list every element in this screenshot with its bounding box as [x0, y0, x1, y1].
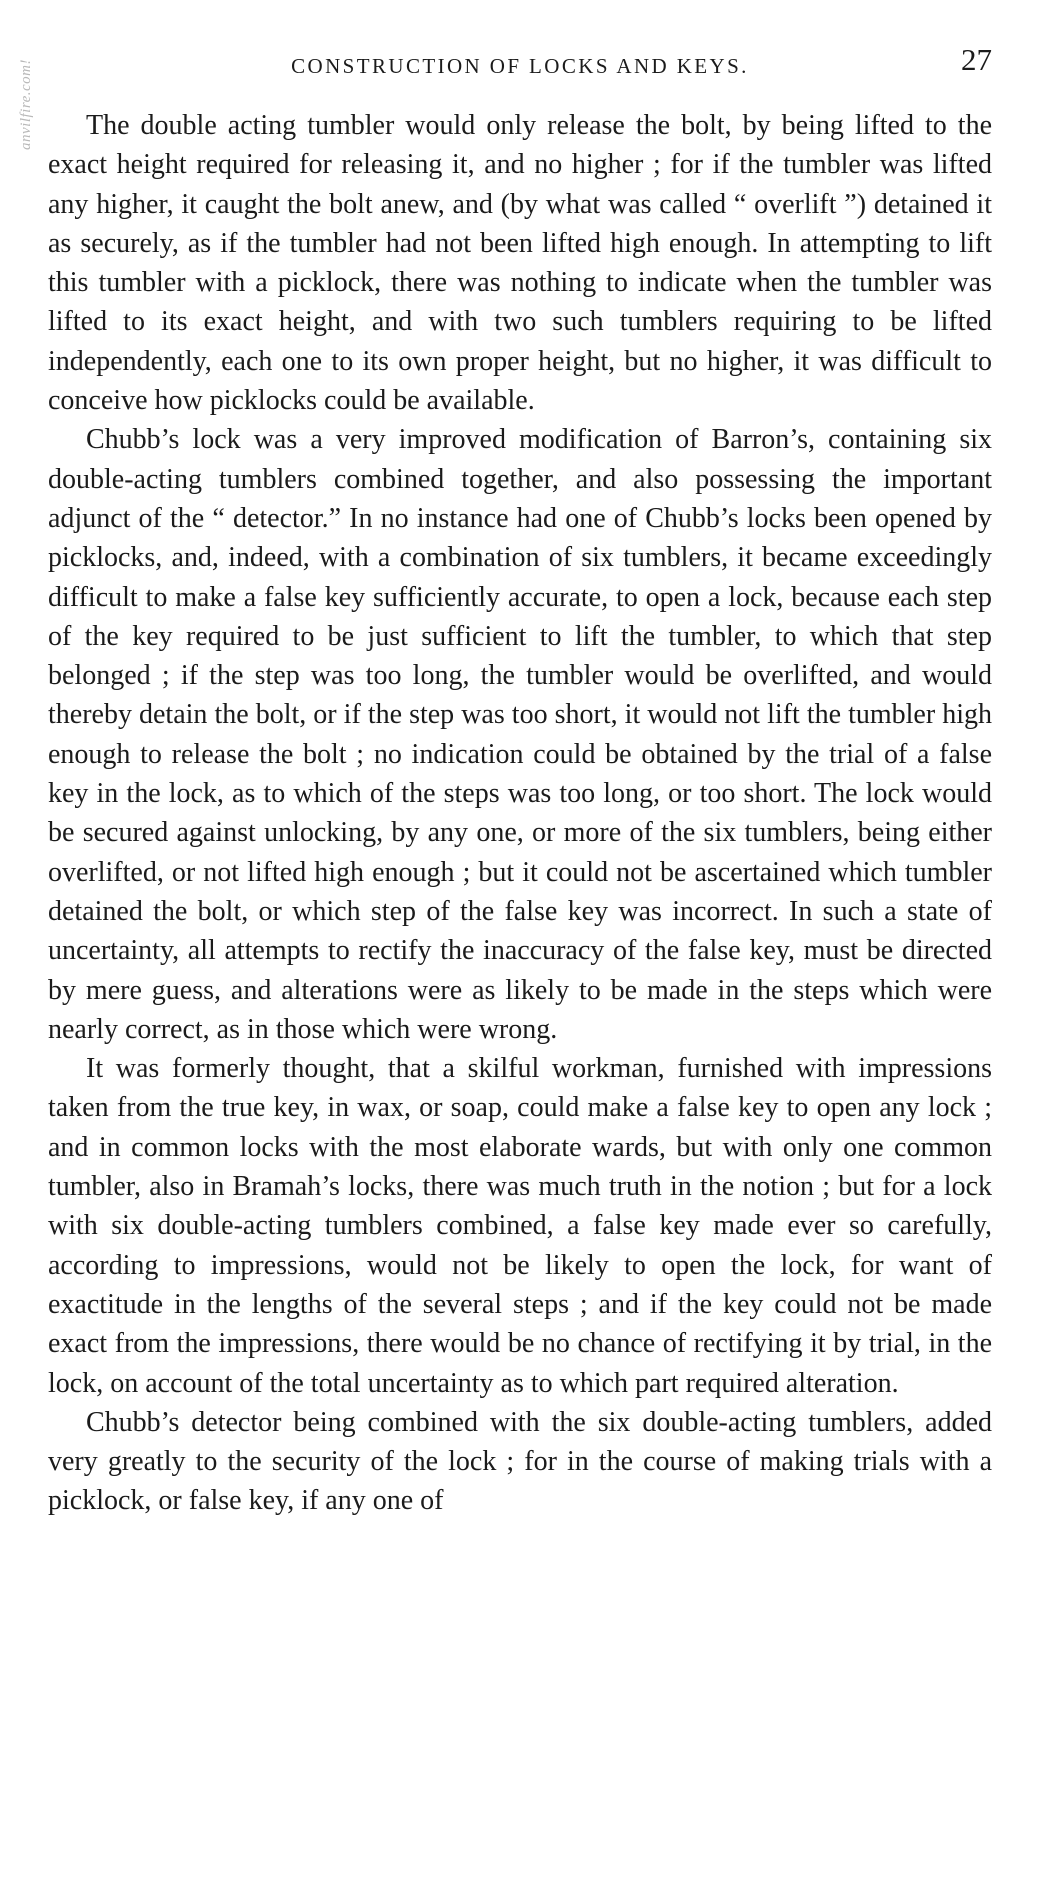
watermark-text: anvilfire.com! — [18, 58, 34, 150]
running-header — [48, 40, 992, 82]
running-title: CONSTRUCTION OF LOCKS AND KEYS. — [291, 54, 749, 78]
paragraph: Chubb’s lock was a very improved modification of Barron’s, containing six double-acting tumblers combined together, and also possessing the important adjunct of the “ detector.” In no instance had one of Chubb’s locks been opened by picklocks, and, indeed, with a combination of six tumblers, it became exceedingly difficult to make a false key sufficiently accurate, to open a lock, because each step of the key required to be just sufficient to lift the tumbler, to which that step belonged ; if the step was too long, the tumbler would be overlifted, and would thereby detain the bolt, or if the step was too short, it would not lift the tumbler high enough to release the bolt ; no indication could be obtained by the trial of a false key in the lock, as to which of the steps was too long, or too short. The lock would be secured against unlocking, by any one, or more of the six tumblers, being either overlifted, or not lifted high enough ; but it could not be ascertained which tumbler detained the bolt, or which step of the false key was incorrect. In such a state of uncertainty, all attempts to rectify the inaccuracy of the false key, must be directed by mere guess, and alterations were as likely to be made in the steps which were nearly correct, as in those which were wrong. — [48, 424, 992, 1045]
watermark — [4, 10, 34, 150]
book-page — [48, 40, 992, 1521]
paragraph: Chubb’s detector being combined with the six double-acting tumblers, added very greatly to the security of the lock ; for in the course of making trials with a picklock, or false key, if any one of — [48, 1406, 992, 1517]
page-number: 27 — [961, 42, 992, 77]
body-text — [48, 106, 992, 1521]
paragraph: The double acting tumbler would only release the bolt, by being lifted to the exact height required for releasing it, and no higher ; for if the tumbler was lifted any higher, it caught the bolt anew, and (by what was called “ overlift ”) detained it as securely, as if the tumbler had not been lifted high enough. In attempting to lift this tumbler with a picklock, there was nothing to indicate when the tumbler was lifted to its exact height, and with two such tumblers requiring to be lifted independently, each one to its own proper height, but no higher, it was difficult to conceive how picklocks could be available. — [48, 110, 992, 417]
paragraph: It was formerly thought, that a skilful workman, furnished with impressions taken from the true key, in wax, or soap, could make a false key to open any lock ; and in common locks with the most elaborate wards, but with only one common tumbler, also in Bramah’s locks, there was much truth in the notion ; but for a lock with six double-acting tumblers combined, a false key made ever so carefully, according to impressions, would not be likely to open the lock, for want of exactitude in the lengths of the several steps ; and if the key could not be made exact from the impressions, there would be no chance of rectifying it by trial, in the lock, on account of the total uncertainty as to which part required alteration. — [48, 1053, 992, 1399]
